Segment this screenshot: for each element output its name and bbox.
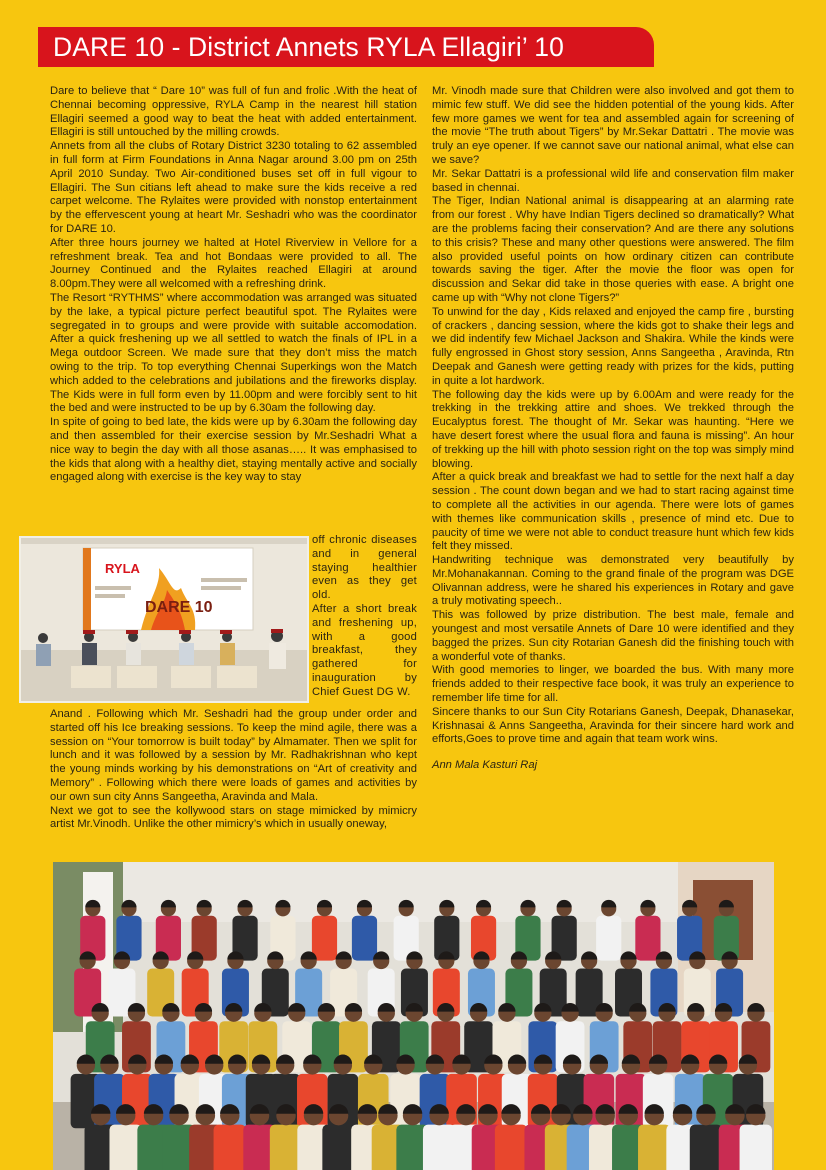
paragraph: Anand . Following which Mr. Seshadri had the group under order and started off his Ice breaking sessions. To keep the mind agile, there was a session on “Your tomorrow is built today” by Almamater. Then we split for lunch and it was followed by a session by Mr. Radhakrishnan who kept the young minds working by his demonstrations on “Art of creativity and Memory” . Following which there were loads of games and activities by our own sun city Anns Sangeetha, Aravinda and Mala. xyxy=(50,708,417,803)
article-column-left-top xyxy=(50,85,417,485)
paragraph: To unwind for the day , Kids relaxed and enjoyed the camp fire , bursting of crackers , dancing session, where the kids got to shake their legs and we did indentify few Michael Jackson and Shakira. While the kinds were fully engrossed in Ghost story session, Anns Sangeetha , Aravinda, Rtn Deepak and Ganesh were getting ready with prizes for the kids, putting in quite a lot hardwork. xyxy=(432,305,794,387)
paragraph: After three hours journey we halted at Hotel Riverview in Vellore for a refreshment break. Tea and hot Bondaas were provided to all. The Journey Continued and the Rylaites reached Ellagiri at around 8.00pm.They were all welcomed with a refreshing drink. xyxy=(50,236,417,291)
paragraph: Handwriting technique was demonstrated very beautifully by Mr.Mohanakannan. Coming to the grand finale of the program was DGE Olivannan address, were he shared his experiences in Rotary and gave a truly motivating speech.. xyxy=(432,554,794,608)
paragraph: This was followed by prize distribution. The best male, female and youngest and most versatile Annets of Dare 10 were identified and they bagged the prizes. Sun city Rotarian Ganesh did the finishing touch with a wonderful vote of thanks. xyxy=(432,609,794,663)
banner-title: DARE 10 xyxy=(145,599,213,616)
paragraph: With good memories to linger, we boarded the bus. With many more friends added to their respective face book, it was truly an experience to remember life time for all. xyxy=(432,664,794,705)
article-column-left-beside-photo xyxy=(312,534,417,700)
paragraph: Next we got to see the kollywood stars on stage mimicked by mimicry artist Mr.Vinodh. Unlike the other mimicry’s which in usually oneway, xyxy=(50,804,417,831)
article-column-right xyxy=(432,85,794,773)
group-photo-illustration xyxy=(53,862,774,1170)
group-photo xyxy=(53,862,774,1170)
paragraph: The following day the kids were up by 6.00Am and were ready for the trekking in the trekking attire and shoes. We trekked through the Eucalyptus forest. The thought of Mr. Sekar was haunting. “Here we have desert forest where the usual flora and fauna is missing”. An hour of trekking up the hill with photo session right on the top was simply mind blowing. xyxy=(432,388,794,470)
article-column-left-bottom xyxy=(50,708,417,832)
paragraph: In spite of going to bed late, the kids were up by 6.30am the following day and then assembled for their exercise session by Mr.Seshadri What a nice way to begin the day with all those asanas….. It was emphasised to the kids that along with a healthy diet, staying mentally active and socially engaged along with exercise is the key way to stay xyxy=(50,416,417,484)
paragraph: After a short break and freshening up, with a good breakfast, they gathered for inauguration by Chief Guest DG W. xyxy=(312,602,417,698)
paragraph: off chronic diseases and in general staying healthier even as they get old. xyxy=(312,534,417,602)
author-signature: Ann Mala Kasturi Raj xyxy=(432,759,538,772)
paragraph: Annets from all the clubs of Rotary District 3230 totaling to 62 assembled in full form at Firm Foundations in Anna Nagar around 3.00 pm on 25th April 2010 Sunday. Two Air-conditioned buses set off in full vigour to Ellagiri. The Sun citians left ahead to make sure the kids receive a red carpet welcome. The Rylaites were provided with nonstop entertainment by the effervescent young at heart Mr. Seshadri who was the coordinator for DARE 10. xyxy=(50,140,417,235)
paragraph: After a quick break and breakfast we had to settle for the next half a day session . The count down began and we had to start racing against time to complete all the activities in our agenda. There were lots of games with themes like communication skills , presence of mind etc. Due to paucity of time we were not able to conduct treasure hunt which few kids felt they missed. xyxy=(432,471,794,553)
inauguration-stage-photo xyxy=(19,536,309,703)
paragraph: Mr. Vinodh made sure that Children were also involved and got them to mimic few stuff. We did see the hidden potential of the young kids. After few more games we went for tea and assembled again for screening of the movie “The truth about Tigers” by Mr.Sekar Dattatri . The movie was truly an eye opener. If we cannot save our national animal, what else can we save? xyxy=(432,85,794,166)
paragraph: Sincere thanks to our Sun City Rotarians Ganesh, Deepak, Dhanasekar, Krishnasai & Anns Sangeetha, Aravinda for their sincere hard work and efforts,Goes to prove time and again that team work wins. xyxy=(432,705,794,746)
paragraph: The Tiger, Indian National animal is disappearing at an alarming rate from our forest . Why have Indian Tigers declined so dramatically? What are the problems facing their conservation? And are there any solutions to this crisis? These and many other questions were answered. The film also provided useful points on how ordinary citizen can contribute towards saving the tiger. After the movie the floor was open for discussion and Sekar did take in those queries with ease. A bright one came up with “Why not clone Tigers?” xyxy=(432,195,794,304)
page-title: DARE 10 - District Annets RYLA Ellagiri’ 10 xyxy=(53,32,564,62)
stage-photo-illustration xyxy=(21,538,307,701)
paragraph: The Resort “RYTHMS” where accommodation was arranged was situated by the lake, a typical picture perfect beautiful spot. The Rylaites were segregated in to groups and were provide with suitable accomodation. After a quick freshening up we all settled to watch the finals of IPL in a Mega outdoor Screen. We made sure that they don’t miss the match owing to the trip. To top everything Chennai Superkings won the Match which added to the celebrations and jubilations and the fireworks display. The Kids were in full form even by 11.00pm and were forcibly sent to hit the bed and were instructed to be up by 6.30am the following day. xyxy=(50,291,417,415)
paragraph: Mr. Sekar Dattatri is a professional wild life and conservation film maker based in chennai. xyxy=(432,167,794,194)
paragraph: Dare to believe that “ Dare 10” was full of fun and frolic .With the heat of Chennai becoming oppressive, RYLA Camp in the nearest hill station Ellagiri seemed a good way to beat the heat with added entertainment. Ellagiri is still untouched by the milling crowds. xyxy=(50,85,417,139)
banner-logo: RYLA xyxy=(105,561,140,576)
